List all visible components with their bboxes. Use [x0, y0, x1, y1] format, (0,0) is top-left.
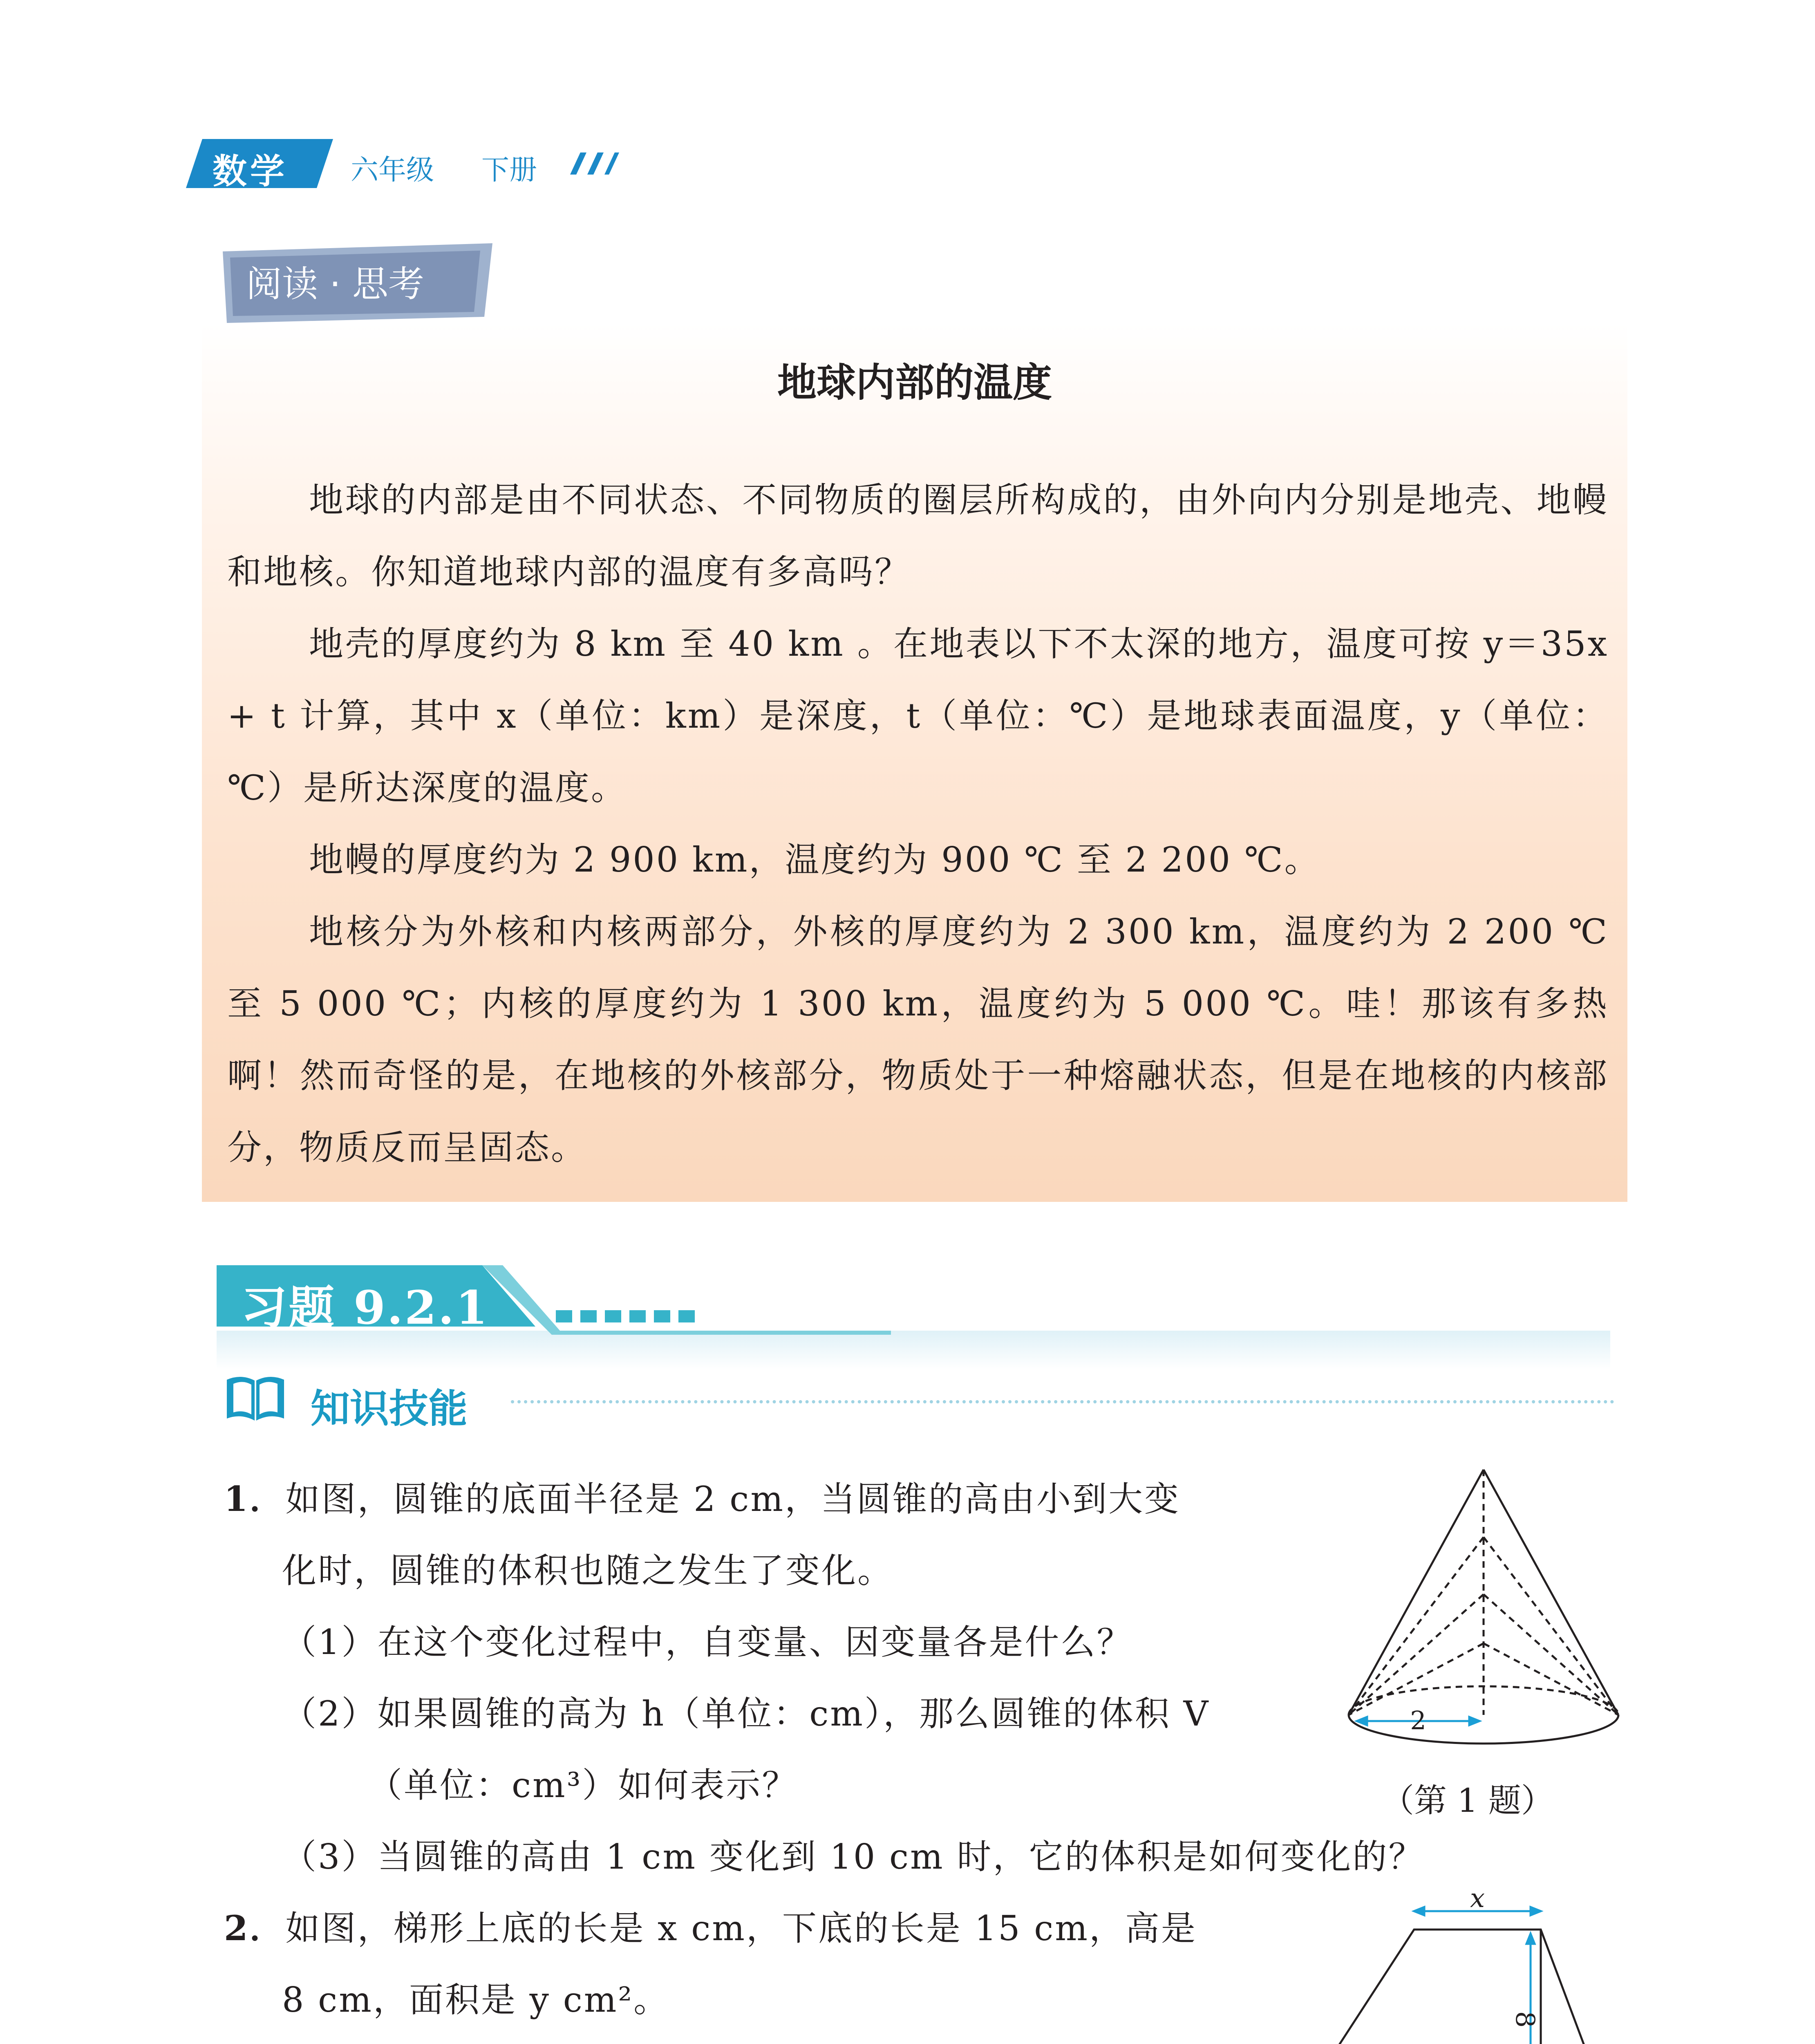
question-1-stem: [224, 1472, 1180, 1521]
reading-paragraph: 地壳的厚度约为 8 km 至 40 km 。在地表以下不太深的地方，温度可按 y＝35x + t 计算，其中 x（单位：km）是深度，t（单位：℃）是地球表面温度，y（单位：℃）是所达深度的温度。: [227, 624, 1609, 808]
question-2-number: 2．: [224, 1908, 286, 1948]
section-divider: [511, 1400, 1614, 1420]
figure-1-caption: （第 1 题）: [1381, 1782, 1554, 1820]
question-2-stem-line1: 如图，梯形上底的长是 x cm，下底的长是 15 cm，高是: [285, 1908, 1197, 1948]
question-1-part-2: （2）如果圆锥的高为 h（单位：cm），那么圆锥的体积 V: [282, 1694, 1210, 1734]
question-2-stem: [224, 1901, 1197, 1950]
question-2-stem-line2: 8 cm，面积是 y cm²。: [282, 1980, 670, 2020]
subject-label: 数学: [213, 151, 288, 191]
trapezoid-top-label: x: [1470, 1883, 1485, 1914]
question-1-part-1: （1）在这个变化过程中，自变量、因变量各是什么？: [282, 1622, 1133, 1662]
question-1-number: 1．: [224, 1479, 286, 1519]
question-1-stem-line1: 如图，圆锥的底面半径是 2 cm，当圆锥的高由小到大变: [285, 1479, 1180, 1519]
trapezoid-figure: [1300, 1880, 1618, 2044]
exercise-title: 习题 9.2.1: [241, 1281, 489, 1335]
section-label: 知识技能: [311, 1386, 468, 1432]
reading-paragraph: 地幔的厚度约为 2 900 km，温度约为 900 ℃ 至 2 200 ℃。: [309, 840, 1320, 880]
slash-decoration-icon: [562, 149, 619, 178]
grade-label: 六年级: [351, 154, 434, 186]
cone-radius-label: 2: [1410, 1706, 1426, 1735]
book-icon: [223, 1372, 288, 1425]
question-1-part-2-cont: （单位：cm³）如何表示？: [368, 1765, 798, 1805]
cone-figure: [1341, 1464, 1635, 1758]
reading-tag-label: 阅读 · 思考: [246, 263, 424, 305]
reading-body: [227, 464, 1609, 1183]
volume-label: 下册: [481, 154, 537, 186]
question-1-stem-line2: 化时，圆锥的体积也随之发生了变化。: [282, 1551, 894, 1591]
reading-paragraph: 地球的内部是由不同状态、不同物质的圈层所构成的，由外向内分别是地壳、地幔和地核。你知道地球内部的温度有多高吗？: [227, 480, 1609, 592]
reading-title: 地球内部的温度: [777, 360, 1052, 406]
reading-paragraph: 地核分为外核和内核两部分，外核的厚度约为 2 300 km，温度约为 2 200 ℃ 至 5 000 ℃；内核的厚度约为 1 300 km，温度约为 5 000 ℃。哇！那该有多热啊！然而奇怪的是，在地核的外核部分，物质处于一种熔融状态，但是在地核的内核部分，物质反而呈固态。: [227, 912, 1609, 1168]
trapezoid-height-label: 8: [1510, 2011, 1540, 2028]
question-1-part-3: （3）当圆锥的高由 1 cm 变化到 10 cm 时，它的体积是如何变化的？: [282, 1837, 1425, 1877]
